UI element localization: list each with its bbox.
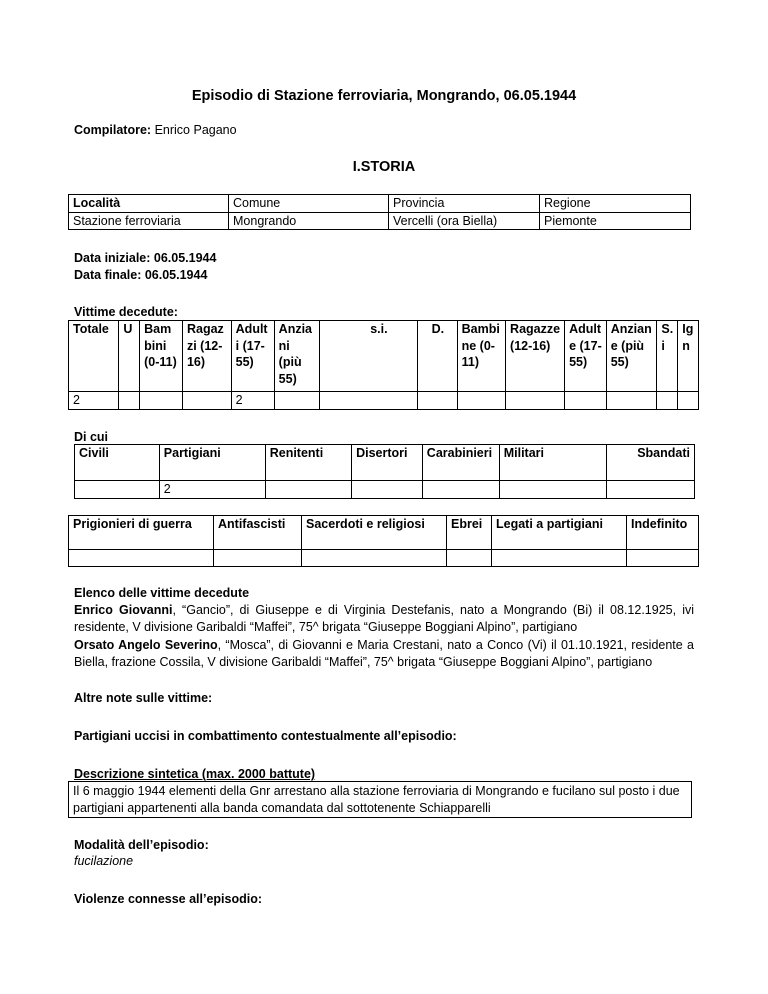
victims-value-adulti: 2 [231, 392, 274, 410]
victims-value-anziani [274, 392, 320, 410]
victims-header-adulte: Adult e (17-55) [565, 321, 607, 392]
category-header-ebrei: Ebrei [447, 516, 492, 550]
victim-name: Enrico Giovanni [74, 603, 173, 617]
description-heading: Descrizione sintetica (max. 2000 battute) [74, 767, 316, 781]
victims-header-si: s.i. [320, 321, 417, 392]
location-table [68, 194, 691, 230]
category-value-antifascisti [214, 550, 302, 567]
description-box [68, 781, 692, 818]
victims-header-bambini: Bam bini (0-11) [140, 321, 183, 392]
category-value-sbandati [607, 481, 695, 499]
victims-table [68, 320, 699, 410]
victims-value-s-i [657, 392, 678, 410]
category-header-antifascisti: Antifascisti [214, 516, 302, 550]
table-row [69, 516, 699, 550]
victims-value-ragazzi [182, 392, 231, 410]
location-header-regione: Regione [540, 195, 691, 213]
category-header-carabinieri: Carabinieri [422, 445, 499, 481]
victims-header-d: D. [417, 321, 457, 392]
category-header-sacerdoti: Sacerdoti e religiosi [302, 516, 447, 550]
category-value-renitenti [265, 481, 351, 499]
victim-details: , “Mosca”, di Giovanni e Maria Crestani, nato a Conco (Vi) il 01.10.1921, residente a Biella, frazione Cossila, V divisione Garibaldi “Maffei”, 75^ brigata “Giuseppe Boggiani Alpino”, partigiano [74, 638, 694, 669]
category-table-2 [68, 515, 699, 567]
date-end: Data finale: 06.05.1944 [74, 268, 208, 282]
table-row [69, 195, 691, 213]
category-header-disertori: Disertori [352, 445, 423, 481]
category-header-civili: Civili [75, 445, 160, 481]
compiler-label: Compilatore: [74, 123, 152, 137]
compiler-value: Enrico Pagano [154, 123, 237, 137]
table-row [75, 481, 695, 499]
victims-value-bambine [457, 392, 505, 410]
location-header-localita: Località [69, 195, 229, 213]
victims-header-anziane: Anzian e (più 55) [606, 321, 657, 392]
modality-value: fucilazione [74, 854, 134, 868]
table-row [69, 550, 699, 567]
victims-value-adulte [565, 392, 607, 410]
victims-value-totale: 2 [69, 392, 119, 410]
category-value-partigiani: 2 [159, 481, 265, 499]
table-row [75, 445, 695, 481]
victims-header-ign: Ig n [678, 321, 699, 392]
table-row [69, 321, 699, 392]
category-header-legati: Legati a partigiani [492, 516, 627, 550]
victims-list-heading: Elenco delle vittime decedute [74, 586, 250, 600]
victims-value-u [119, 392, 140, 410]
victims-value-bambini [140, 392, 183, 410]
other-notes-label: Altre note sulle vittime: [74, 691, 213, 705]
of-which-label: Di cui [74, 430, 109, 444]
violence-label: Violenze connesse all’episodio: [74, 892, 263, 906]
category-header-militari: Militari [499, 445, 606, 481]
category-value-indefinito [627, 550, 699, 567]
category-value-civili [75, 481, 160, 499]
table-row [69, 392, 699, 410]
category-value-militari [499, 481, 606, 499]
victims-value-si [320, 392, 417, 410]
category-value-disertori [352, 481, 423, 499]
date-start: Data iniziale: 06.05.1944 [74, 251, 217, 265]
category-value-sacerdoti [302, 550, 447, 567]
victims-header-ragazze: Ragazze (12-16) [506, 321, 565, 392]
modality-label: Modalità dell’episodio: [74, 838, 209, 852]
category-header-indefinito: Indefinito [627, 516, 699, 550]
victims-label: Vittime decedute: [74, 305, 178, 319]
victims-value-ragazze [506, 392, 565, 410]
victims-header-bambine: Bambi ne (0-11) [457, 321, 505, 392]
category-header-partigiani: Partigiani [159, 445, 265, 481]
section-title: I.STORIA [352, 159, 416, 175]
location-value-comune: Mongrando [229, 212, 389, 230]
victims-header-s-i: S. i [657, 321, 678, 392]
victims-header-totale: Totale [69, 321, 119, 392]
location-header-provincia: Provincia [389, 195, 540, 213]
category-table-1 [74, 444, 695, 499]
victims-list-item [74, 637, 694, 670]
location-value-localita: Stazione ferroviaria [69, 212, 229, 230]
victims-list-item [74, 602, 694, 635]
table-row [69, 212, 691, 230]
victims-value-anziane [606, 392, 657, 410]
document-title: Episodio di Stazione ferroviaria, Mongrando, 06.05.1944 [191, 88, 577, 104]
location-header-comune: Comune [229, 195, 389, 213]
victims-header-anziani: Anzia ni (più 55) [274, 321, 320, 392]
description-text: Il 6 maggio 1944 elementi della Gnr arrestano alla stazione ferroviaria di Mongrando e fucilano sul posto i due partigiani appartenenti alla banda comandata dal sottotenente Schiapparelli [73, 784, 680, 815]
location-value-provincia: Vercelli (ora Biella) [389, 212, 540, 230]
victims-value-d [417, 392, 457, 410]
category-header-prigionieri: Prigionieri di guerra [69, 516, 214, 550]
victims-header-adulti: Adult i (17-55) [231, 321, 274, 392]
location-value-regione: Piemonte [540, 212, 691, 230]
compiler-line [74, 122, 237, 139]
victims-header-ragazzi: Ragaz zi (12-16) [182, 321, 231, 392]
victim-name: Orsato Angelo Severino [74, 638, 218, 652]
category-value-carabinieri [422, 481, 499, 499]
category-value-legati [492, 550, 627, 567]
category-header-renitenti: Renitenti [265, 445, 351, 481]
partisans-killed-label: Partigiani uccisi in combattimento contestualmente all’episodio: [74, 729, 457, 743]
category-header-sbandati: Sbandati [607, 445, 695, 481]
victims-header-u: U [119, 321, 140, 392]
category-value-ebrei [447, 550, 492, 567]
category-value-prigionieri [69, 550, 214, 567]
victims-value-ign [678, 392, 699, 410]
victim-details: , “Gancio”, di Giuseppe e di Virginia Destefanis, nato a Mongrando (Bi) il 08.12.1925, ivi residente, V divisione Garibaldi “Maffei”, 75^ brigata “Giuseppe Boggiani Alpino”, partigiano [74, 603, 694, 634]
